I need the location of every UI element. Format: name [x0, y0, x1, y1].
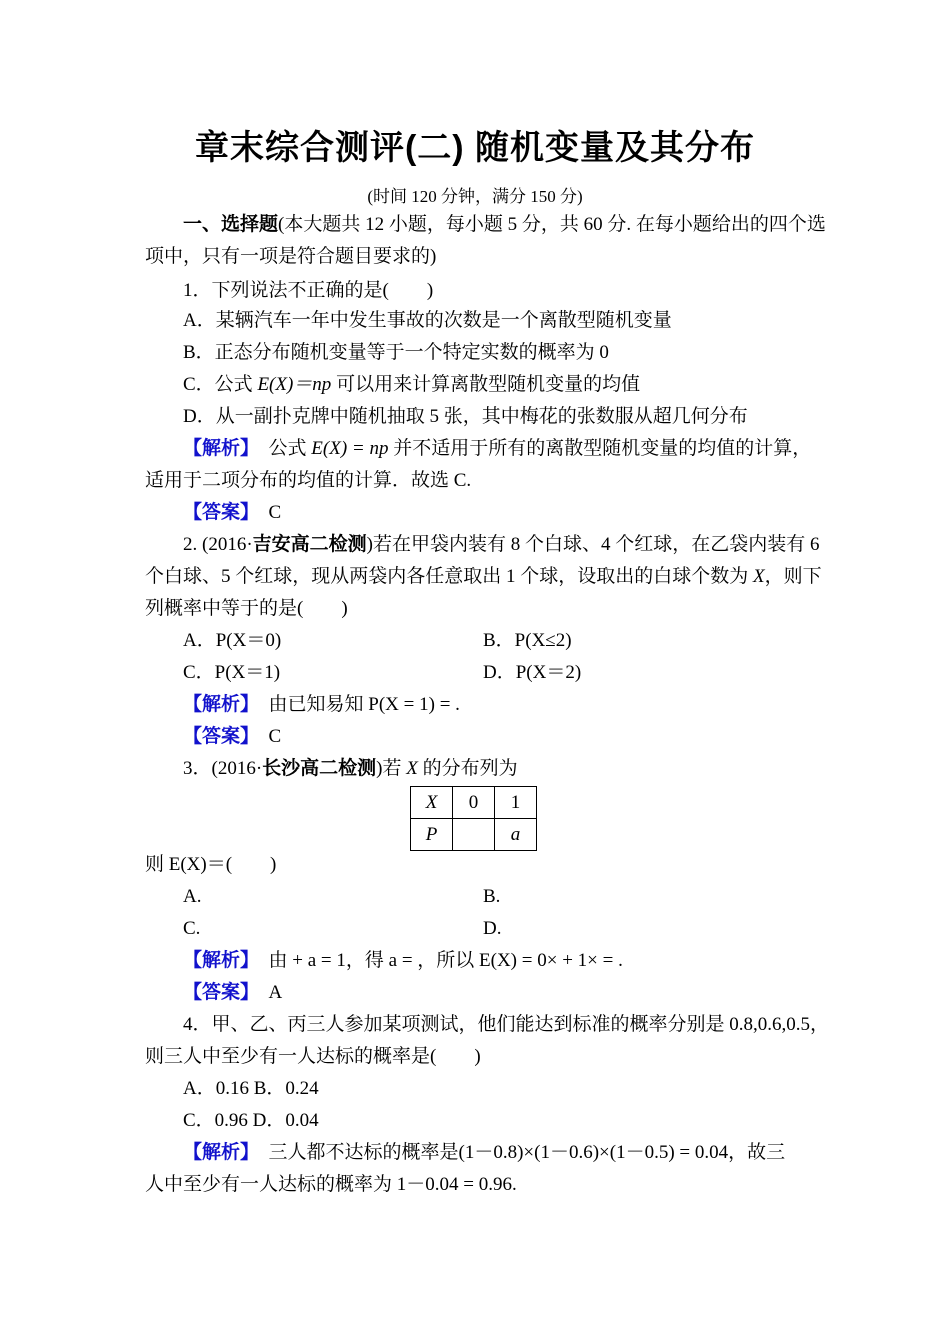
page-subtitle: (时间 120 分钟，满分 150 分): [367, 187, 583, 206]
q3-option-d: D.: [483, 918, 502, 939]
page-title: 章末综合测评(二) 随机变量及其分布: [194, 129, 756, 167]
section-head: 一、选择题: [183, 214, 279, 235]
q1-analysis-line-2: 适用于二项分布的均值的计算．故选 C.: [145, 470, 472, 491]
section-intro-line-1: [183, 212, 826, 238]
q4-analysis-line-2: 人中至少有一人达标的概率为 1－0.04 = 0.96.: [145, 1174, 517, 1195]
q3-answer: [183, 980, 282, 1006]
table-cell: P: [411, 819, 453, 851]
table-cell: 1: [495, 787, 537, 819]
q4-analysis-1: 三人都不达标的概率是(1－0.8)×(1－0.6)×(1－0.5) = 0.04，故三: [249, 1142, 786, 1163]
q1-stem: 1．下列说法不正确的是( ): [183, 280, 434, 301]
q2-stem-1: )若在甲袋内装有 8 个白球、4 个红球，在乙袋内装有 6: [366, 534, 820, 555]
q1-option-c-formula: E(X)＝np: [257, 374, 332, 395]
q2-option-a: A．P(X＝0): [183, 630, 282, 651]
q2-number: 2. (2016·: [183, 534, 253, 555]
q2-analysis-tag: 【解析】: [183, 694, 250, 715]
q3-analysis-text: 由 + a = 1，得 a = ，所以 E(X) = 0× + 1× = .: [249, 950, 623, 971]
table-cell: X: [411, 787, 453, 819]
distribution-table: [410, 786, 537, 851]
q2-analysis: [183, 692, 460, 718]
q1-analysis-line-1: [183, 436, 811, 462]
q3-option-a: A.: [183, 886, 202, 907]
table-cell: a: [495, 819, 537, 851]
q1-answer-tag: 【答案】: [183, 502, 250, 523]
q2-analysis-pre: 由已知易知: [249, 694, 369, 715]
table-row: [411, 819, 537, 851]
q2-option-b: B．P(X≤2): [483, 630, 572, 651]
table-cell: [453, 819, 495, 851]
q2-answer: [183, 724, 281, 750]
q3-stem-pre: )若: [376, 758, 407, 779]
q3-source: 长沙高二检测: [262, 758, 377, 779]
q2-stem-line-1: [183, 532, 820, 558]
table-cell: 0: [453, 787, 495, 819]
q2-stem-line-2: [145, 564, 822, 590]
q2-answer-value: C: [249, 726, 282, 747]
q1-option-d: D．从一副扑克牌中随机抽取 5 张，其中梅花的张数服从超几何分布: [183, 406, 748, 427]
q3-answer-tag: 【答案】: [183, 982, 250, 1003]
q1-analysis-post: 并不适用于所有的离散型随机变量的均值的计算，: [388, 438, 812, 459]
q4-analysis-tag: 【解析】: [183, 1142, 250, 1163]
q4-options-cd: C．0.96 D．0.04: [183, 1110, 319, 1131]
q3-stem-var: X: [406, 758, 418, 779]
q3-number: 3．(2016·: [183, 758, 263, 779]
q2-analysis-formula: P(X = 1) = .: [368, 694, 460, 715]
q2-option-c: C．P(X＝1): [183, 662, 281, 683]
q1-option-c: [183, 372, 640, 398]
q1-analysis-formula: E(X) = np: [311, 438, 389, 459]
q3-analysis: [183, 948, 623, 974]
q2-answer-tag: 【答案】: [183, 726, 250, 747]
q2-option-d: D．P(X＝2): [483, 662, 582, 683]
q3-answer-value: A: [249, 982, 283, 1003]
q4-stem-line-1: 4．甲、乙、丙三人参加某项测试，他们能达到标准的概率分别是 0.8,0.6,0.5，: [183, 1014, 830, 1035]
section-desc-2: 项中，只有一项是符合题目要求的): [145, 246, 437, 267]
q2-source: 吉安高二检测: [252, 534, 367, 555]
q1-analysis-pre: 公式: [249, 438, 312, 459]
q2-stem-2-var: X: [753, 566, 765, 587]
q4-analysis-line-1: [183, 1140, 785, 1166]
q3-option-c: C.: [183, 918, 201, 939]
q1-answer: [183, 500, 281, 526]
q2-stem-line-3: 列概率中等于的是( ): [145, 598, 348, 619]
q2-stem-2-post: ，则下: [764, 566, 822, 587]
q1-option-a: A．某辆汽车一年中发生事故的次数是一个离散型随机变量: [183, 310, 672, 331]
q2-stem-2-pre: 个白球、5 个红球，现从两袋内各任意取出 1 个球，设取出的白球个数为: [145, 566, 754, 587]
q1-answer-value: C: [249, 502, 282, 523]
q3-ask: 则 E(X)＝( ): [145, 854, 277, 875]
q4-stem-line-2: 则三人中至少有一人达标的概率是( ): [145, 1046, 481, 1067]
q1-analysis-tag: 【解析】: [183, 438, 250, 459]
q1-option-b: B．正态分布随机变量等于一个特定实数的概率为 0: [183, 342, 609, 363]
q1-option-c-pre: C．公式: [183, 374, 258, 395]
q1-option-c-post: 可以用来计算离散型随机变量的均值: [331, 374, 641, 395]
table-row: [411, 787, 537, 819]
section-desc-1: (本大题共 12 小题，每小题 5 分，共 60 分. 在每小题给出的四个选: [278, 214, 826, 235]
q3-option-b: B.: [483, 886, 501, 907]
q4-options-ab: A．0.16 B．0.24: [183, 1078, 319, 1099]
q3-stem-post: 的分布列为: [417, 758, 518, 779]
q3-stem: [183, 756, 518, 782]
q3-analysis-tag: 【解析】: [183, 950, 250, 971]
